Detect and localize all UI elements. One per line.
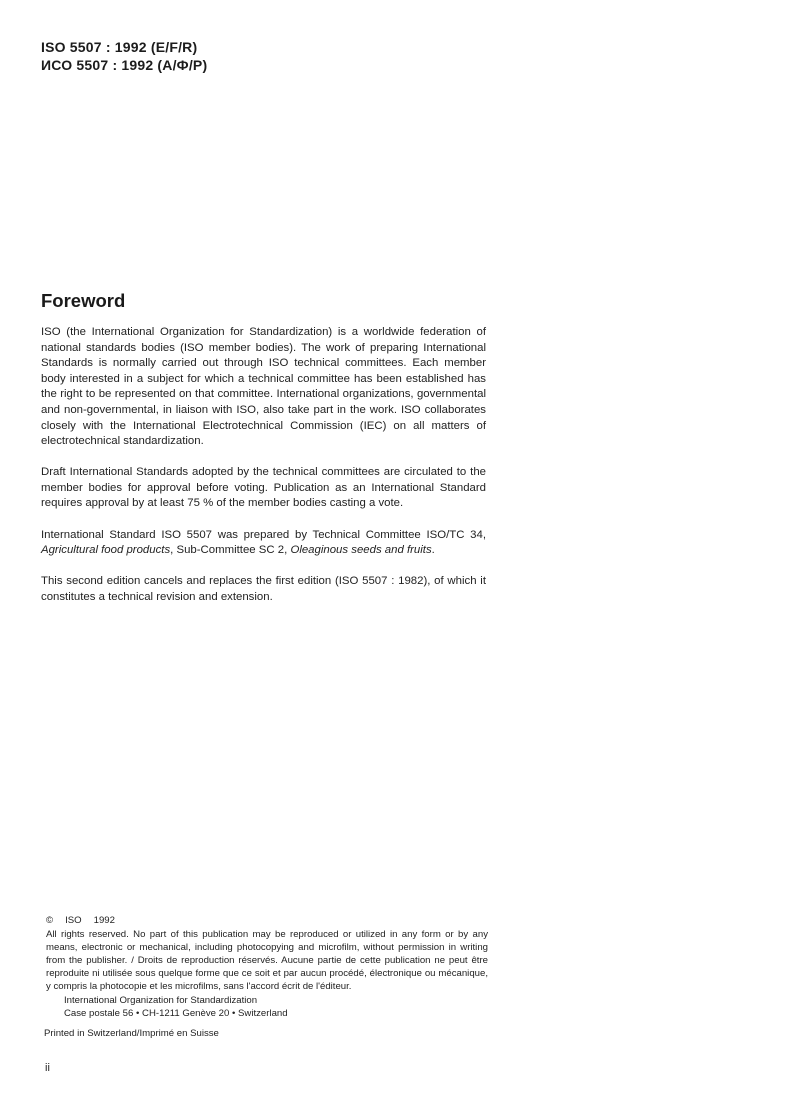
- foreword-paragraph-2: Draft International Standards adopted by the technical committees are circulated to the member bodies for approval before voting. Publication as an International Standard requires approval by at least 75 % of the member bodies casting a vote.: [41, 466, 486, 510]
- foreword-paragraph-3: [41, 528, 486, 559]
- copyright-owner: ISO: [65, 915, 82, 926]
- subcommittee-name: Oleaginous seeds and fruits: [290, 544, 432, 557]
- document-header: [41, 38, 207, 74]
- copyright-year: 1992: [93, 915, 115, 926]
- copyright-block: [46, 914, 488, 1040]
- foreword-heading: Foreword: [41, 290, 126, 311]
- para3-suffix: .: [431, 544, 435, 557]
- foreword-paragraph-4: This second edition cancels and replaces the first edition (ISO 5507 : 1982), of which it constitutes a technical revision and extension.: [41, 575, 486, 603]
- publisher-name: International Organization for Standardization: [64, 995, 258, 1006]
- copyright-icon: ©: [46, 915, 54, 926]
- foreword-body: [41, 325, 486, 605]
- foreword-paragraph-1: ISO (the International Organization for Standardization) is a worldwide federation of national standards bodies (ISO member bodies). The work of preparing International Standards is normally carried out through ISO technical committees. Each member body interested in a subject for which a technical committee has been established has the right to be represented on that committee. International organizations, governmental and non-governmental, in liaison with ISO, also take part in the work. ISO collaborates closely with the International Electrotechnical Commission (IEC) on all matters of electrotechnical standardization.: [41, 326, 486, 448]
- page-number: ii: [45, 1062, 50, 1074]
- para3-middle: , Sub-Committee SC 2,: [170, 544, 291, 557]
- publisher-postal: Case postale 56 • CH-1211 Genève 20 • Switzerland: [64, 1008, 288, 1019]
- rights-statement: All rights reserved. No part of this publication may be reproduced or utilized in any form or by any means, electronic or mechanical, including photocopying and microfilm, without permission in writing from the publisher. / Droits de reproduction réservés. Aucune partie de cette publication ne peut être reproduite ni utilisée sous quelque forme que ce soit et par aucun procédé, électronique ou mécanique, y compris la photocopie et les microfilms, sans l'accord écrit de l'éditeur.: [46, 929, 488, 992]
- publisher-address: [46, 994, 488, 1020]
- copyright-line: [46, 914, 488, 927]
- printed-in: Printed in Switzerland/Imprimé en Suisse: [44, 1028, 219, 1039]
- para3-prefix: International Standard ISO 5507 was prepared by Technical Committee ISO/TC 34,: [41, 528, 486, 541]
- committee-name: Agricultural food products: [41, 544, 171, 557]
- header-iso-line: ISO 5507 : 1992 (E/F/R): [41, 39, 198, 55]
- header-russian-line: ИСО 5507 : 1992 (А/Ф/Р): [41, 57, 208, 73]
